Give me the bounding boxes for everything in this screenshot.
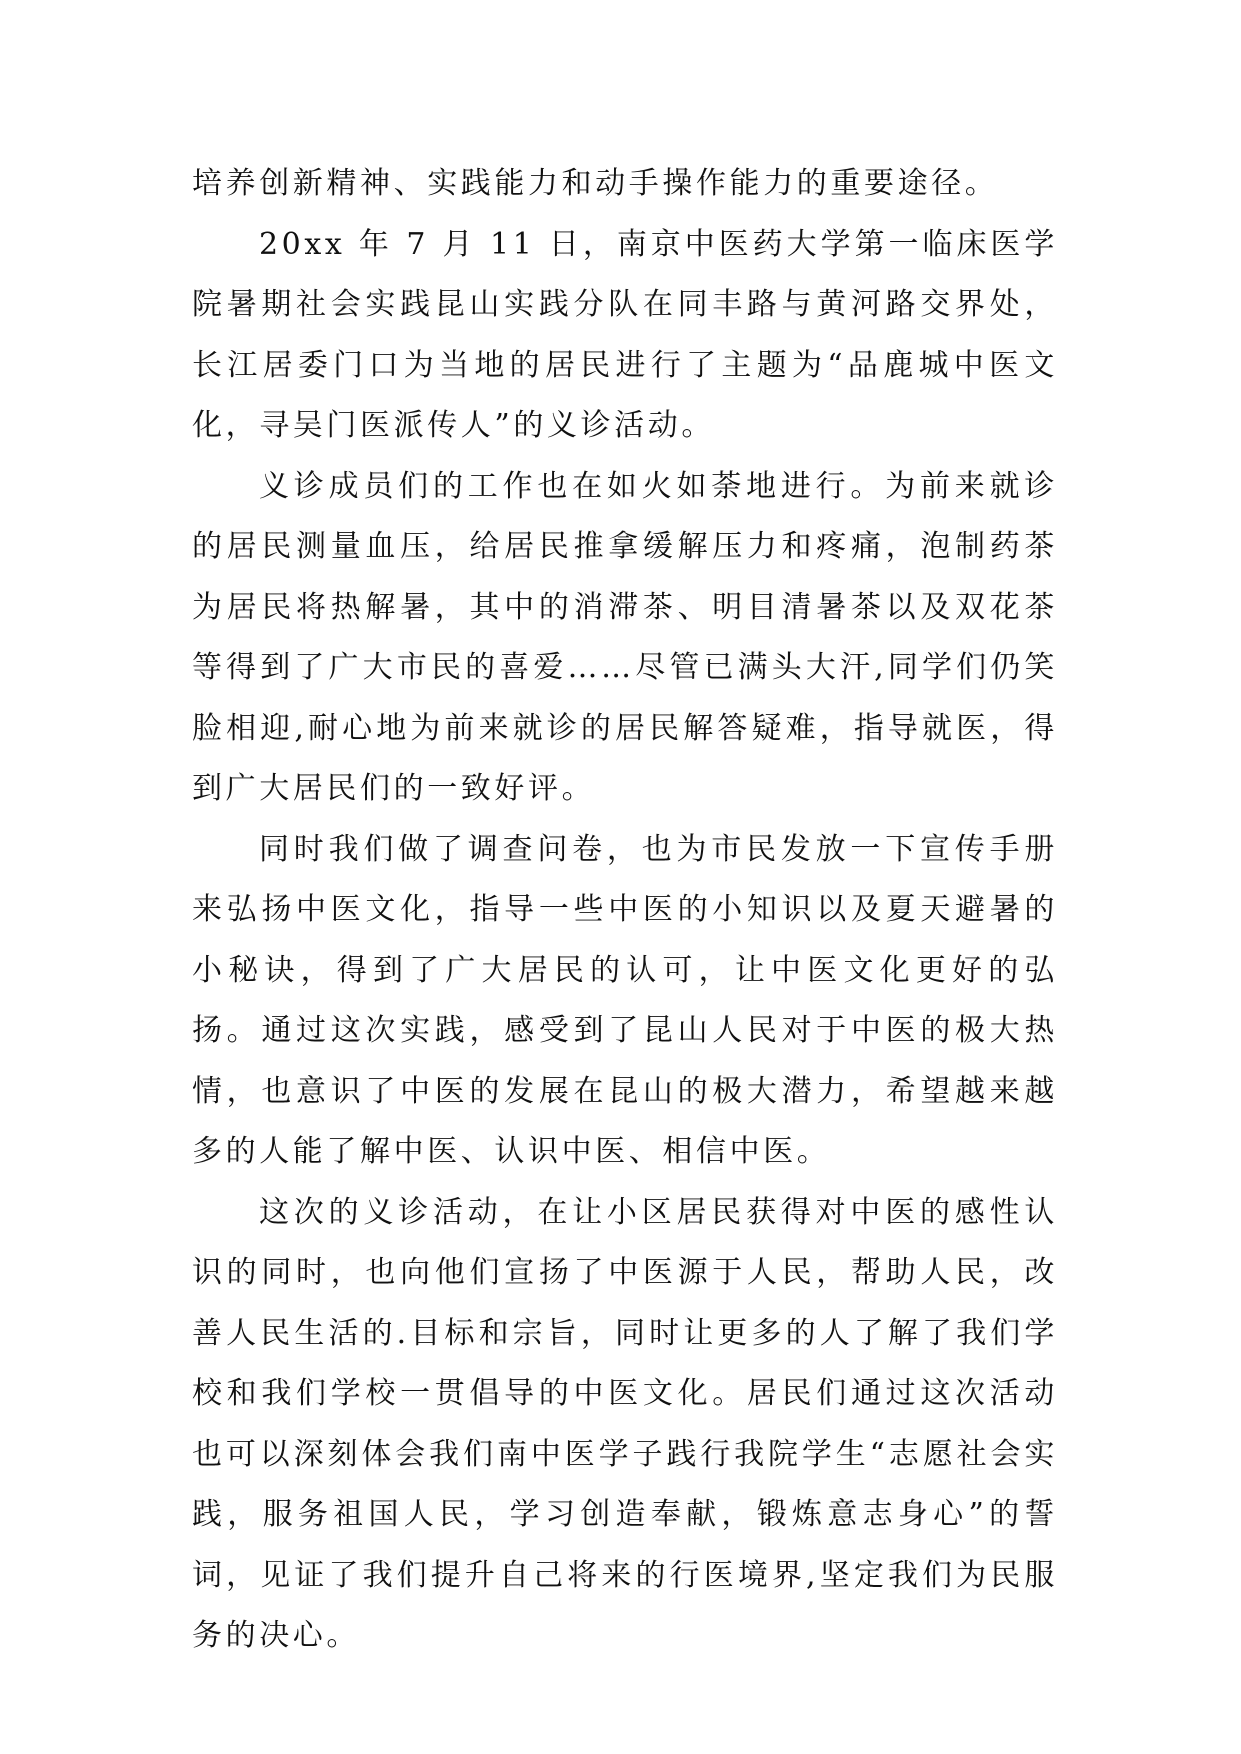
paragraph-survey: 同时我们做了调查问卷，也为市民发放一下宣传手册来弘扬中医文化，指导一些中医的小知识以及夏天避暑的小秘诀，得到了广大居民的认可，让中医文化更好的弘扬。通过这次实践，感受到了昆山人民对于中医的极大热情，也意识了中医的发展在昆山的极大潜力，希望越来越多的人能了解中医、认识中医、相信中医。 — [192, 831, 1058, 1169]
document-body — [192, 154, 1058, 1667]
paragraph-event-intro: 20xx 年 7 月 11 日，南京中医药大学第一临床医学院暑期社会实践昆山实践分队在同丰路与黄河路交界处，长江居委门口为当地的居民进行了主题为“品鹿城中医文化，寻吴门医派传人”的义诊活动。 — [192, 226, 1058, 443]
paragraph-clinic-work: 义诊成员们的工作也在如火如荼地进行。为前来就诊的居民测量血压，给居民推拿缓解压力和疼痛，泡制药茶为居民将热解暑，其中的消滞茶、明目清暑茶以及双花茶等得到了广大市民的喜爱……尽管已满头大汗,同学们仍笑脸相迎,耐心地为前来就诊的居民解答疑难，指导就医，得到广大居民们的一致好评。 — [192, 468, 1058, 806]
paragraph-conclusion: 这次的义诊活动，在让小区居民获得对中医的感性认识的同时，也向他们宣扬了中医源于人民，帮助人民，改善人民生活的.目标和宗旨，同时让更多的人了解了我们学校和我们学校一贯倡导的中医文化。居民们通过这次活动也可以深刻体会我们南中医学子践行我院学生“志愿社会实践，服务祖国人民，学习创造奉献，锻炼意志身心”的誓词，见证了我们提升自己将来的行医境界,坚定我们为民服务的决心。 — [192, 1194, 1058, 1653]
paragraph-continuation: 培养创新精神、实践能力和动手操作能力的重要途径。 — [192, 166, 999, 201]
